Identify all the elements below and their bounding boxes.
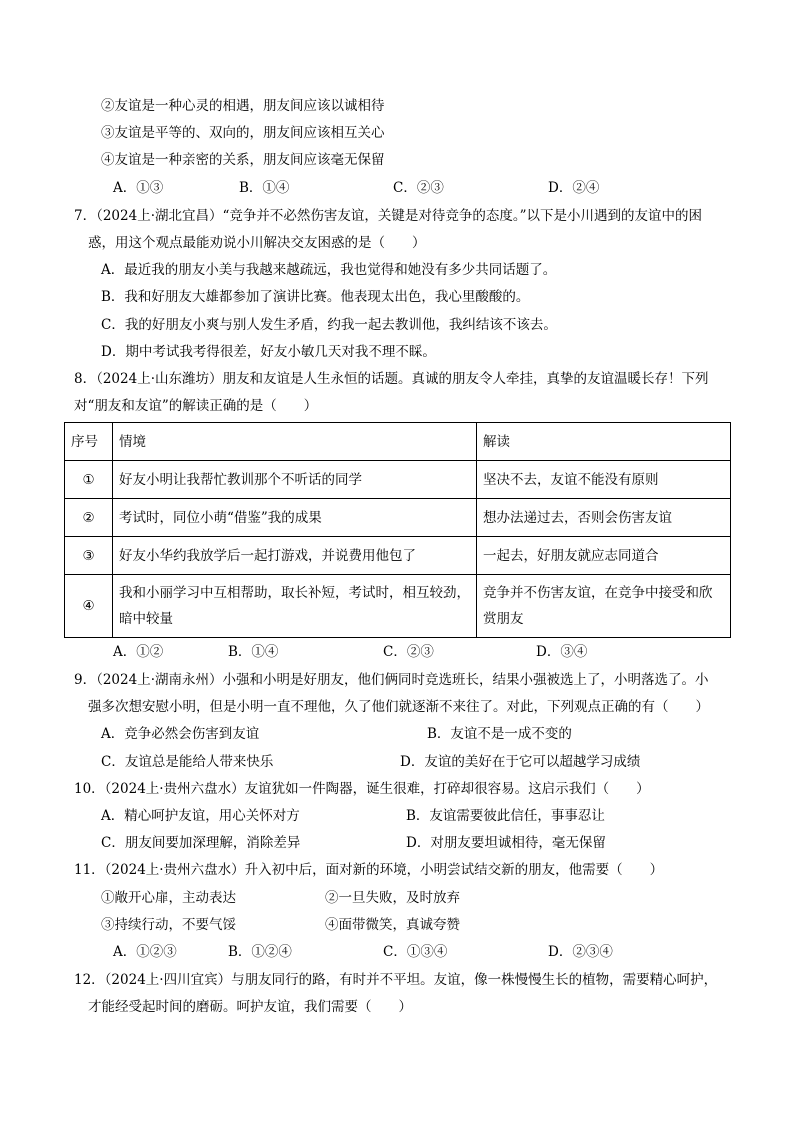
q11-option-c[interactable]: C．①③④ bbox=[383, 944, 448, 960]
q6-statement-4: ④友谊是一种亲密的关系，朋友间应该毫无保留 bbox=[101, 152, 385, 168]
q9-option-d[interactable]: D．友谊的美好在于它可以超越学习成绩 bbox=[400, 754, 641, 770]
table-header-row bbox=[65, 423, 731, 461]
row-number: ③ bbox=[65, 537, 113, 575]
header-situation: 情境 bbox=[113, 423, 477, 461]
q8-stem-line1: 8．（2024上·山东潍坊）朋友和友谊是人生永恒的话题。真诚的朋友令人牵挂，真挚的友谊温暖长存！下列 bbox=[74, 371, 709, 387]
q6-option-c[interactable]: C．②③ bbox=[393, 180, 444, 196]
q8-option-b[interactable]: B．①④ bbox=[228, 644, 279, 660]
q8-option-a[interactable]: A．①② bbox=[113, 644, 164, 660]
q8-option-c[interactable]: C．②③ bbox=[383, 644, 434, 660]
q10-option-b[interactable]: B．友谊需要彼此信任，事事忍让 bbox=[406, 808, 605, 824]
table-row bbox=[65, 537, 731, 575]
q9-stem-line1: 9．（2024上·湖南永州）小强和小明是好朋友，他们俩同时竞选班长，结果小强被选上了，小明落选了。小 bbox=[74, 672, 709, 688]
row-interpretation: 一起去，好朋友就应志同道合 bbox=[477, 537, 731, 575]
row-interpretation: 想办法递过去，否则会伤害友谊 bbox=[477, 499, 731, 537]
q6-options bbox=[113, 176, 723, 196]
q10-option-a[interactable]: A．精心呵护友谊，用心关怀对方 bbox=[101, 808, 300, 824]
row-situation: 好友小华约我放学后一起打游戏，并说费用他包了 bbox=[113, 537, 477, 575]
row-number: ② bbox=[65, 499, 113, 537]
q11-item-4: ④面带微笑，真诚夸赞 bbox=[325, 917, 460, 933]
q8-options bbox=[113, 640, 723, 660]
row-interpretation: 坚决不去，友谊不能没有原则 bbox=[477, 461, 731, 499]
q7-stem-line2: 惑，用这个观点最能劝说小川解决交友困惑的是（ ） bbox=[88, 235, 426, 251]
q9-option-c[interactable]: C．友谊总是能给人带来快乐 bbox=[101, 754, 274, 770]
q10-option-d[interactable]: D．对朋友要坦诚相待，毫无保留 bbox=[406, 835, 606, 851]
table-row bbox=[65, 575, 731, 638]
q6-option-a[interactable]: A．①③ bbox=[113, 180, 164, 196]
row-situation-line2: 暗中较量 bbox=[119, 611, 173, 627]
row-interpretation bbox=[477, 575, 731, 638]
row-situation: 考试时，同位小萌“借鉴”我的成果 bbox=[113, 499, 477, 537]
row-interpretation-line2: 赏朋友 bbox=[483, 611, 524, 627]
q11-item-2: ②一旦失败，及时放弃 bbox=[325, 890, 460, 906]
q7-option-b[interactable]: B．我和好朋友大雄都参加了演讲比赛。他表现太出色，我心里酸酸的。 bbox=[101, 289, 530, 305]
q6-option-d[interactable]: D．②④ bbox=[548, 180, 600, 196]
q10-option-c[interactable]: C．朋友间要加深理解，消除差异 bbox=[101, 835, 301, 851]
q10-stem: 10．（2024上·贵州六盘水）友谊犹如一件陶器，诞生很难，打碎却很容易。这启示我们（ ） bbox=[74, 781, 650, 797]
q7-stem-line1: 7．（2024上·湖北宜昌）“竞争并不必然伤害友谊，关键是对待竞争的态度。”以下是小川遇到的友谊中的困 bbox=[74, 208, 703, 224]
row-number: ④ bbox=[65, 575, 113, 638]
q11-options bbox=[113, 940, 723, 960]
q11-option-b[interactable]: B．①②④ bbox=[228, 944, 292, 960]
q11-stem: 11．（2024上·贵州六盘水）升入初中后，面对新的环境，小明尝试结交新的朋友，他需要（ ） bbox=[74, 862, 664, 878]
row-situation-line1: 我和小丽学习中互相帮助，取长补短，考试时，相互较劲， bbox=[119, 585, 470, 601]
row-interpretation-line1: 竞争并不伤害友谊，在竞争中接受和欣 bbox=[483, 585, 713, 601]
q8-option-d[interactable]: D．③④ bbox=[536, 644, 588, 660]
q9-option-b[interactable]: B．友谊不是一成不变的 bbox=[427, 726, 572, 742]
q12-stem-line1: 12．（2024上·四川宜宾）与朋友同行的路，有时并不平坦。友谊，像一株慢慢生长的植物，需要精心呵护， bbox=[74, 972, 718, 988]
q8-stem-line2: 对“朋友和友谊”的解读正确的是（ ） bbox=[74, 398, 318, 414]
row-situation bbox=[113, 575, 477, 638]
q9-stem-line2: 强多次想安慰小明，但是小明一直不理他，久了他们就逐渐不来往了。对此，下列观点正确的有（ ） bbox=[88, 699, 709, 715]
row-situation: 好友小明让我帮忙教训那个不听话的同学 bbox=[113, 461, 477, 499]
q7-option-c[interactable]: C．我的好朋友小爽与别人发生矛盾，约我一起去教训他，我纠结该不该去。 bbox=[101, 317, 557, 333]
q11-item-1: ①敞开心扉，主动表达 bbox=[101, 890, 236, 906]
q9-option-a[interactable]: A．竞争必然会伤害到友谊 bbox=[101, 726, 260, 742]
header-interpretation: 解读 bbox=[477, 423, 731, 461]
q11-option-a[interactable]: A．①②③ bbox=[113, 944, 177, 960]
q7-option-d[interactable]: D．期中考试我考得很差，好友小敏几天对我不理不睬。 bbox=[101, 344, 436, 360]
q6-statement-2: ②友谊是一种心灵的相遇，朋友间应该以诚相待 bbox=[101, 98, 385, 114]
q12-stem-line2: 才能经受起时间的磨砺。呵护友谊，我们需要（ ） bbox=[88, 999, 412, 1015]
q6-option-b[interactable]: B．①④ bbox=[239, 180, 290, 196]
q7-option-a[interactable]: A．最近我的朋友小美与我越来越疏远，我也觉得和她没有多少共同话题了。 bbox=[101, 262, 557, 278]
table-row bbox=[65, 499, 731, 537]
row-number: ① bbox=[65, 461, 113, 499]
q11-item-3: ③持续行动，不要气馁 bbox=[101, 917, 236, 933]
q8-table bbox=[64, 422, 731, 638]
header-number: 序号 bbox=[65, 423, 113, 461]
table-row bbox=[65, 461, 731, 499]
q6-statement-3: ③友谊是平等的、双向的，朋友间应该相互关心 bbox=[101, 125, 385, 141]
q11-option-d[interactable]: D．②③④ bbox=[548, 944, 613, 960]
